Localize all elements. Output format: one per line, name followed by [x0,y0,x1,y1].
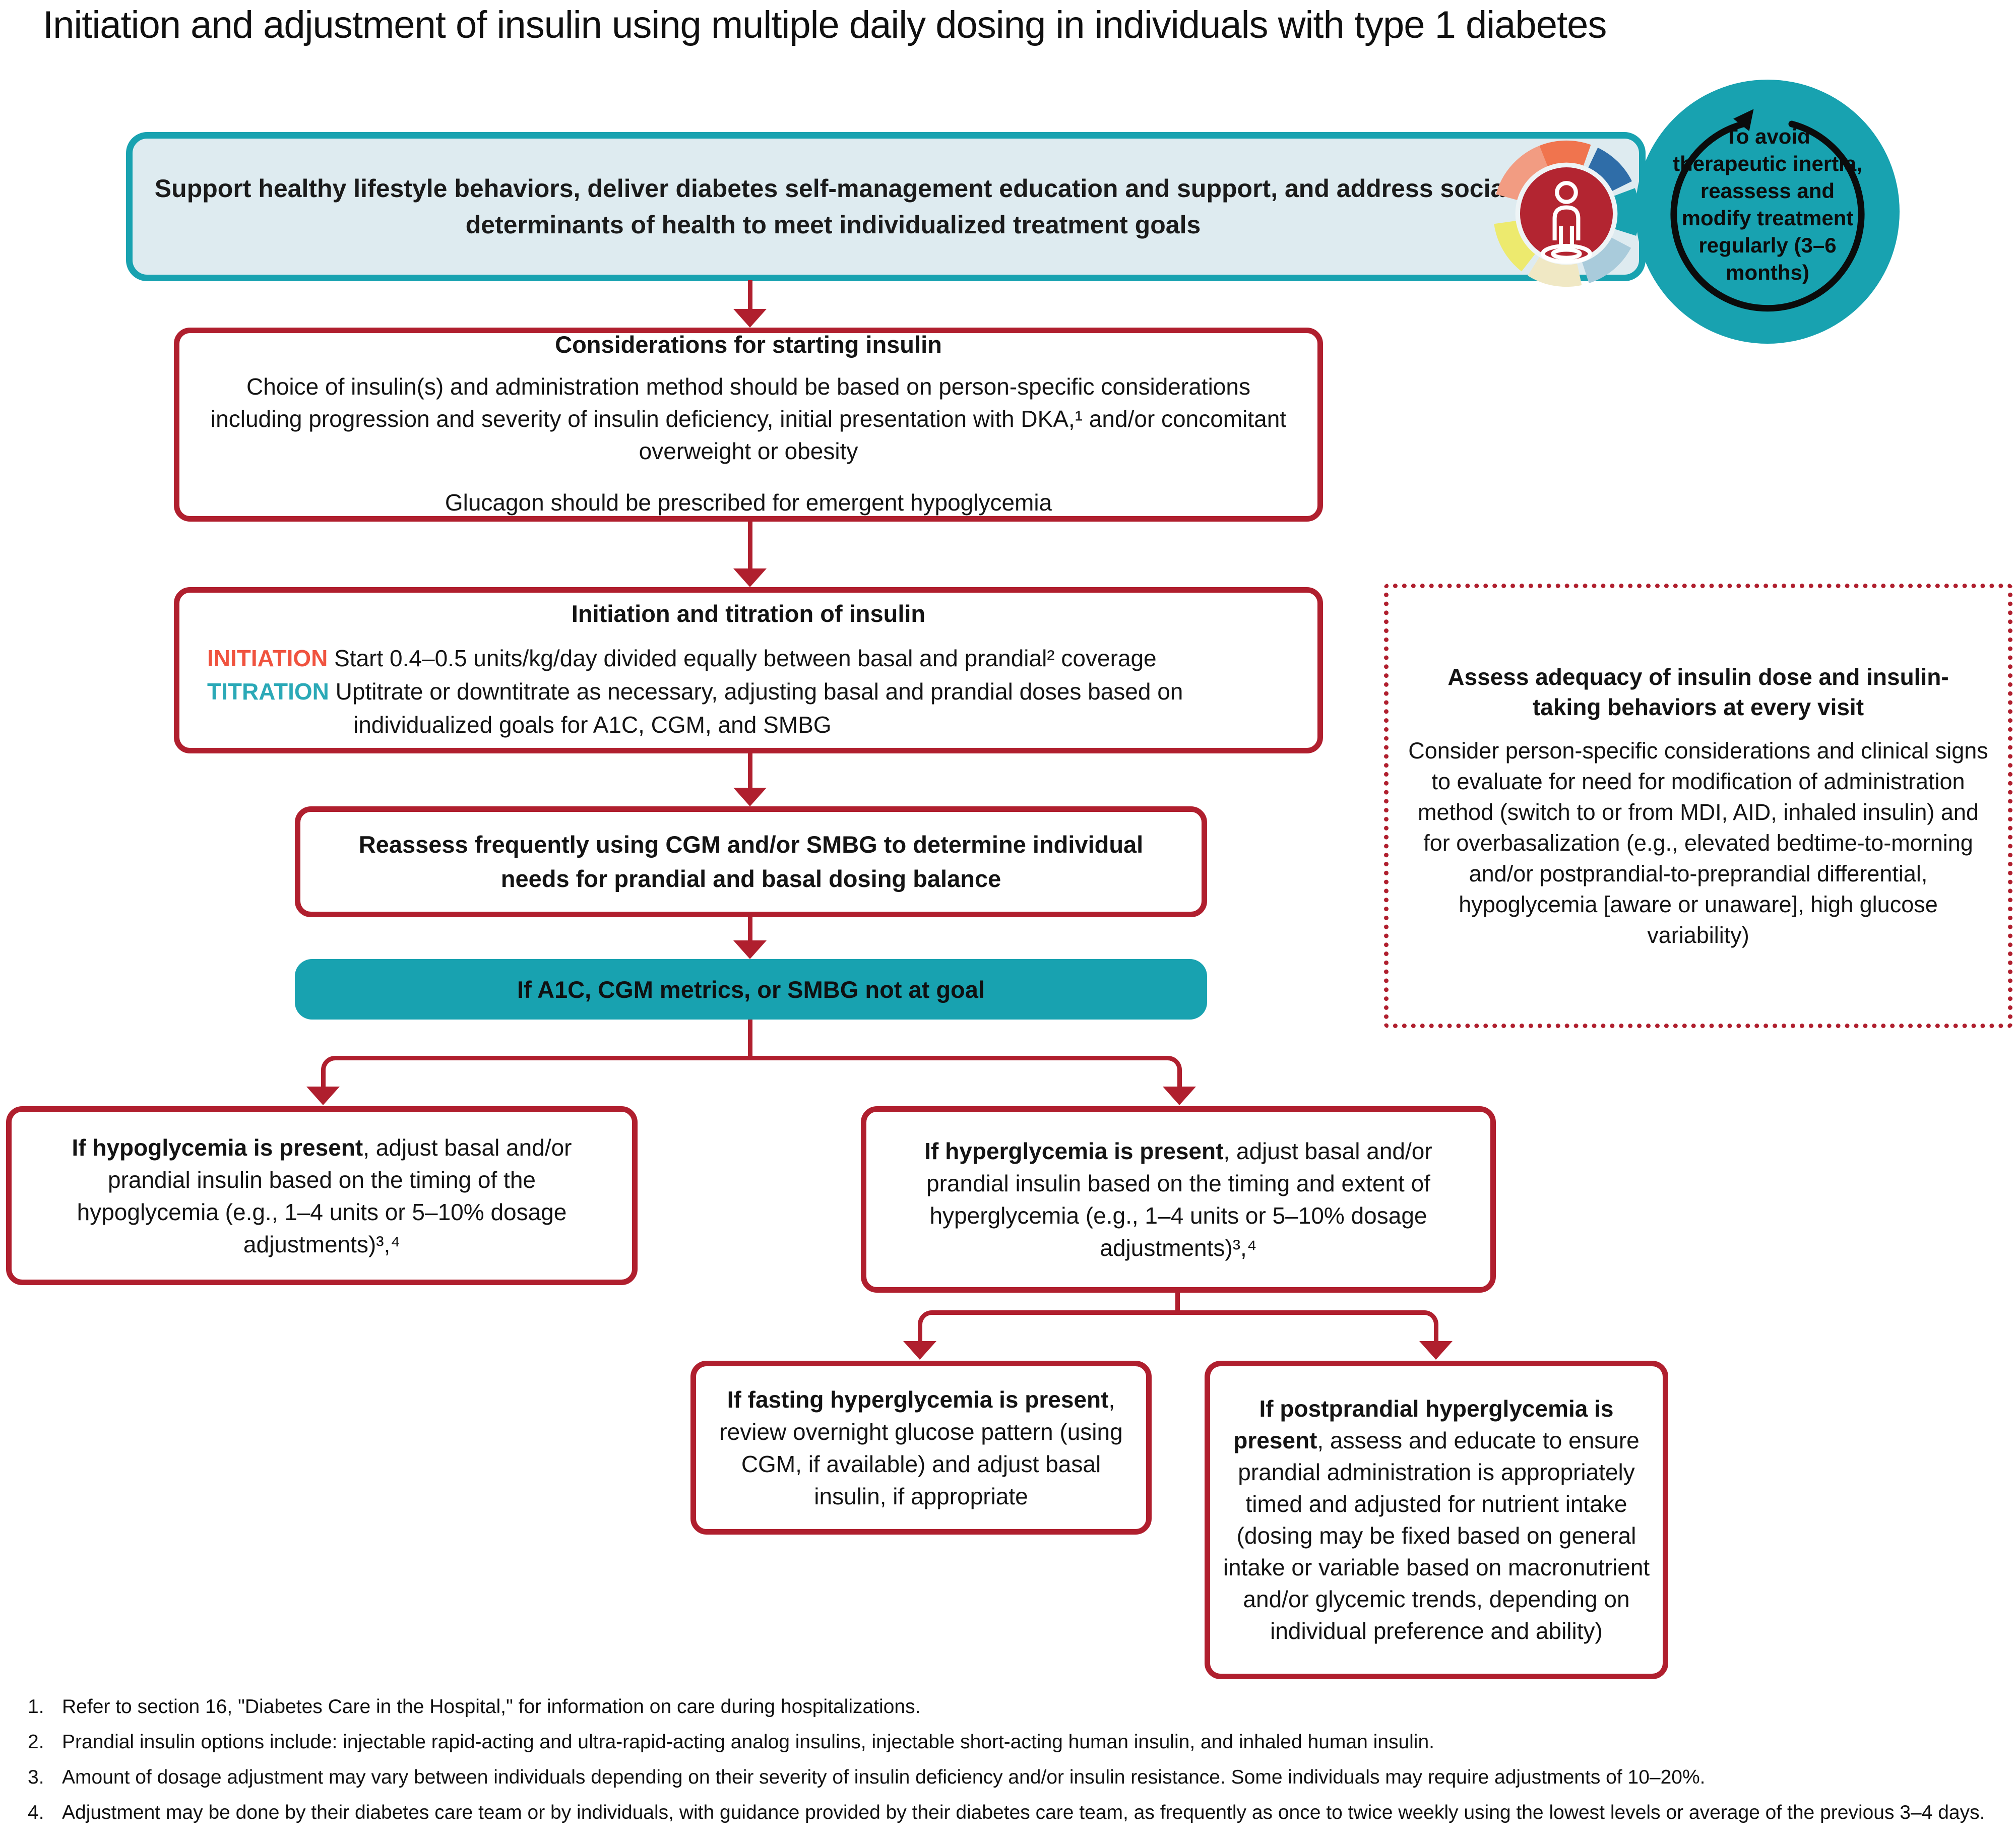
connector-initiation-to-reassess [748,752,752,789]
connector-reassess-to-goalbar [748,916,752,942]
hyperglycemia-text [906,1135,1451,1264]
postprandial-bold: If postprandial hyperglycemia is present [1233,1395,1614,1453]
postprandial-text [1222,1393,1651,1647]
titration-text: Uptitrate or downtitrate as necessary, adjusting basal and prandial doses based on individualized goals for A1C, CGM, and SMBG [329,678,1183,738]
postprandial-hyperglycemia-box [1205,1361,1668,1679]
therapeutic-inertia-text: To avoid therapeutic inertia, reassess and modify treatment regularly (3–6 months) [1673,124,1862,284]
footnotes [28,1694,1993,1835]
hypoglycemia-rest: , adjust basal and/or prandial insulin based on the timing of the hypoglycemia (e.g., 1–4 units or 5–10% dosage adjustments)³,⁴ [77,1134,572,1257]
postprandial-rest: , assess and educate to ensure prandial administration is appropriately timed and adjusted for nutrient intake (dosing may be fixed based on general intake or variable based on macronutrient and/or glycemic trends, depending on individual preference and ability) [1223,1427,1650,1644]
footnote-number: 2. [28,1731,44,1753]
footnote-number: 4. [28,1802,44,1823]
assess-adequacy-box [1384,584,2012,1028]
footnote-4 [28,1800,1993,1825]
therapeutic-inertia-badge [1635,80,1900,344]
not-at-goal-text: If A1C, CGM metrics, or SMBG not at goal [517,976,985,1003]
arrowhead-icon [733,309,767,328]
fasting-rest: , review overnight glucose pattern (using CGM, if available) and adjust basal insulin, if appropriate [719,1386,1123,1509]
arrowhead-icon [1419,1341,1453,1360]
footnote-number: 1. [28,1696,44,1718]
footnote-number: 3. [28,1766,44,1788]
footnote-text: Adjustment may be done by their diabetes care team or by individuals, with guidance provided by their diabetes care team, as frequently as once to twice weekly using the lowest levels or average of the previous 3–4 days. [62,1802,1985,1823]
branch-connector-fasting-postprandial [918,1310,1438,1342]
titration-row [207,675,1290,741]
arrowhead-icon [733,788,767,806]
connector-banner-to-considerations [748,280,752,310]
footnote-text: Prandial insulin options include: injectable rapid-acting and ultra-rapid-acting analog insulins, injectable short-acting human insulin, and inhaled human insulin. [62,1731,1434,1753]
fasting-hyperglycemia-box [690,1361,1152,1535]
person-centered-care-cycle-icon [1488,135,1645,292]
fasting-text [710,1383,1133,1512]
hyperglycemia-box [861,1106,1496,1293]
fasting-bold: If fasting hyperglycemia is present [727,1386,1109,1413]
hypoglycemia-bold: If hypoglycemia is present [72,1134,363,1161]
initiation-label: INITIATION [207,645,328,671]
lifestyle-support-banner-text: Support healthy lifestyle behaviors, deliver diabetes self-management education and support, and address social determinants of health to meet individualized treatment goals [154,174,1512,239]
arrowhead-icon [733,568,767,587]
footnote-2 [28,1730,1993,1755]
initiation-titration-title: Initiation and titration of insulin [571,600,926,627]
reassess-text: Reassess frequently using CGM and/or SMBG to determine individual needs for prandial and basal dosing balance [358,831,1144,892]
branch-connector-hypo-hyper [321,1056,1182,1087]
not-at-goal-bar [295,959,1207,1020]
hypoglycemia-text [42,1131,602,1260]
footnote-1 [28,1694,1993,1720]
considerations-body: Choice of insulin(s) and administration method should be based on person-specific considerations including progression and severity of insulin deficiency, initial presentation with DKA,¹ and/or concomitant overweight or obesity [210,373,1287,464]
connector-goalbar-to-branch [748,1019,752,1058]
lifestyle-support-banner [126,132,1646,281]
hypoglycemia-box [6,1106,638,1285]
hyperglycemia-bold: If hyperglycemia is present [924,1138,1224,1164]
footnote-3 [28,1765,1993,1790]
footnote-text: Refer to section 16, "Diabetes Care in the Hospital," for information on care during hospitalizations. [62,1696,921,1718]
titration-label: TITRATION [207,678,329,705]
initiation-text: Start 0.4–0.5 units/kg/day divided equally between basal and prandial² coverage [328,645,1157,671]
considerations-box [174,328,1323,522]
connector-considerations-to-initiation [748,521,752,570]
reassess-box [295,806,1207,917]
arrowhead-icon [1163,1087,1196,1105]
initiation-titration-box [174,587,1323,753]
initiation-row [207,642,1290,675]
footnote-text: Amount of dosage adjustment may vary between individuals depending on their severity of insulin deficiency and/or insulin resistance. Some individuals may require adjustments of 10–20%. [62,1766,1706,1788]
arrowhead-icon [306,1087,340,1105]
considerations-glucagon-note: Glucagon should be prescribed for emergent hypoglycemia [445,489,1052,516]
page-title: Initiation and adjustment of insulin using multiple daily dosing in individuals with type 1 diabetes [43,4,1607,46]
hyperglycemia-rest: , adjust basal and/or prandial insulin based on the timing and extent of hyperglycemia (e.g., 1–4 units or 5–10% dosage adjustments)³,⁴ [926,1138,1432,1261]
considerations-title: Considerations for starting insulin [555,331,942,358]
arrowhead-icon [903,1341,936,1360]
assess-adequacy-title: Assess adequacy of insulin dose and insulin-taking behaviors at every visit [1447,663,1949,720]
assess-adequacy-body: Consider person-specific considerations and clinical signs to evaluate for need for modification of administration method (switch to or from MDI, AID, inhaled insulin) and for overbasalization (e.g., elevated bedtime-to-morning and/or postprandial-to-preprandial differential, hypoglycemia [aware or unaware], high glucose variability) [1408,737,1988,948]
arrowhead-icon [733,940,767,959]
